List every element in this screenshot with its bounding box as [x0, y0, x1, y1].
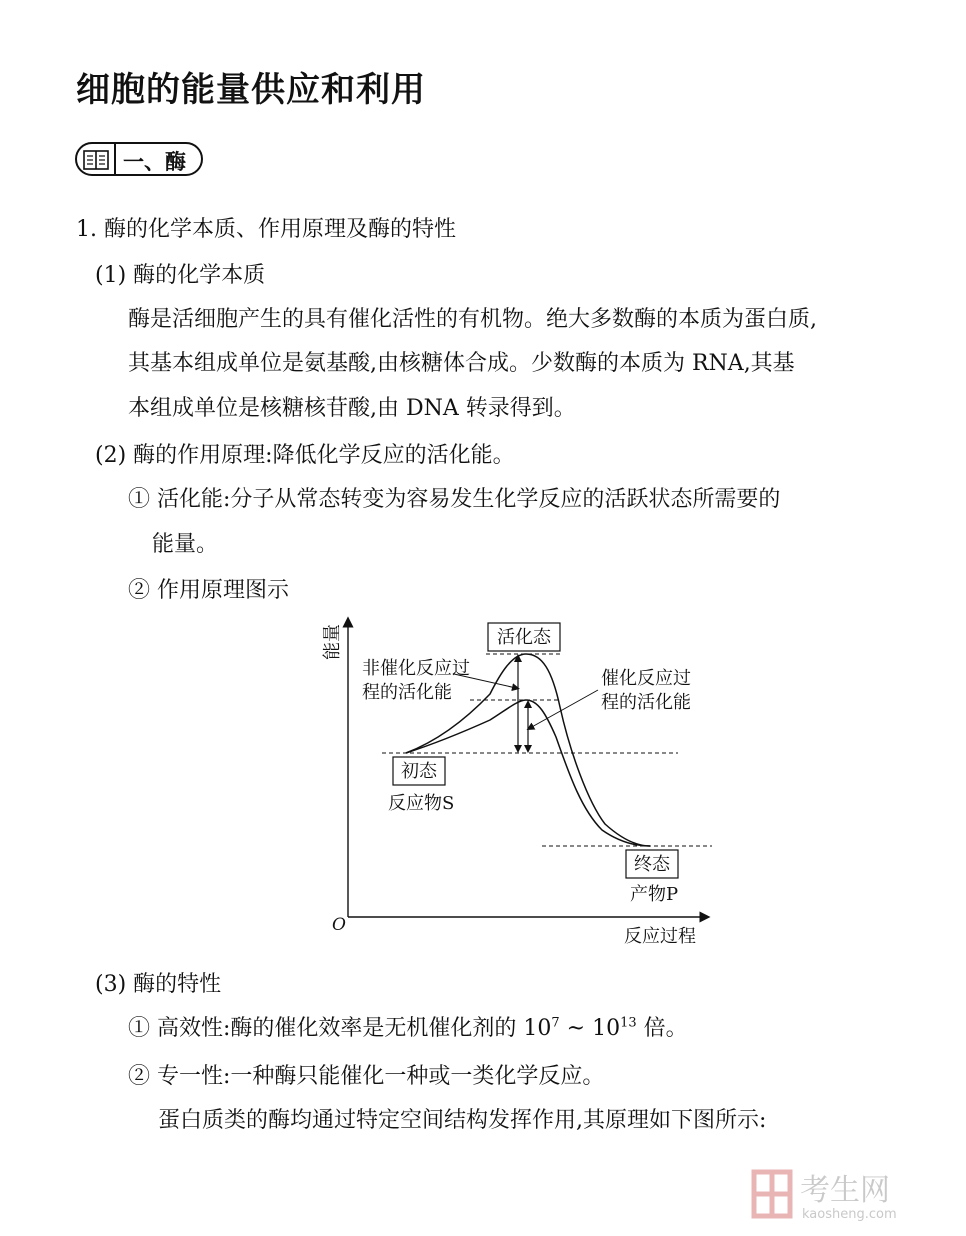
page-title: 细胞的能量供应和利用: [76, 70, 426, 110]
active-state-label: 活化态: [497, 627, 551, 648]
paragraph-line: 其基本组成单位是氨基酸,由核糖体合成。少数酶的本质为 RNA,其基: [128, 351, 795, 376]
subheading-3: (3) 酶的特性: [95, 972, 222, 997]
x-axis-label: 反应过程: [624, 926, 696, 947]
watermark-sub: kaosheng.com: [802, 1207, 897, 1222]
paragraph-line: 本组成单位是核糖核苷酸,由 DNA 转录得到。: [128, 396, 576, 421]
energy-diagram: [320, 612, 720, 952]
book-icon: [83, 149, 109, 171]
cat-energy-label: 程的活化能: [601, 692, 691, 713]
product-label: 产物P: [630, 884, 679, 905]
initial-state-label: 初态: [401, 761, 437, 782]
origin-label: O: [332, 915, 346, 935]
reactant-label: 反应物S: [388, 793, 455, 814]
cat-energy-label: 催化反应过: [601, 668, 691, 689]
list-item: ① 高效性:酶的催化效率是无机催化剂的 $10^7$ ~ $10^{13}$ 倍。: [128, 1015, 688, 1041]
list-item: ① 活化能:分子从常态转变为容易发生化学反应的活跃状态所需要的: [128, 487, 781, 512]
paragraph-line: 酶是活细胞产生的具有催化活性的有机物。绝大多数酶的本质为蛋白质,: [128, 307, 817, 332]
section-badge: [75, 142, 203, 176]
final-state-label: 终态: [634, 854, 670, 875]
list-item: ② 专一性:一种酶只能催化一种或一类化学反应。: [128, 1064, 605, 1089]
list-item: ② 作用原理图示: [128, 578, 289, 603]
heading-1: 1. 酶的化学本质、作用原理及酶的特性: [76, 217, 456, 242]
section-label: 一、酶: [123, 150, 186, 174]
y-axis-label: 能量: [322, 624, 343, 660]
noncat-energy-label: 程的活化能: [362, 682, 452, 703]
watermark-text: 考生网: [800, 1173, 890, 1208]
watermark-logo: [750, 1166, 940, 1222]
paragraph-line: 蛋白质类的酶均通过特定空间结构发挥作用,其原理如下图所示:: [158, 1108, 767, 1133]
list-item-cont: 能量。: [152, 532, 219, 557]
subheading-2: (2) 酶的作用原理:降低化学反应的活化能。: [95, 443, 515, 468]
noncat-energy-label: 非催化反应过: [362, 658, 470, 679]
subheading-1: (1) 酶的化学本质: [95, 263, 266, 288]
